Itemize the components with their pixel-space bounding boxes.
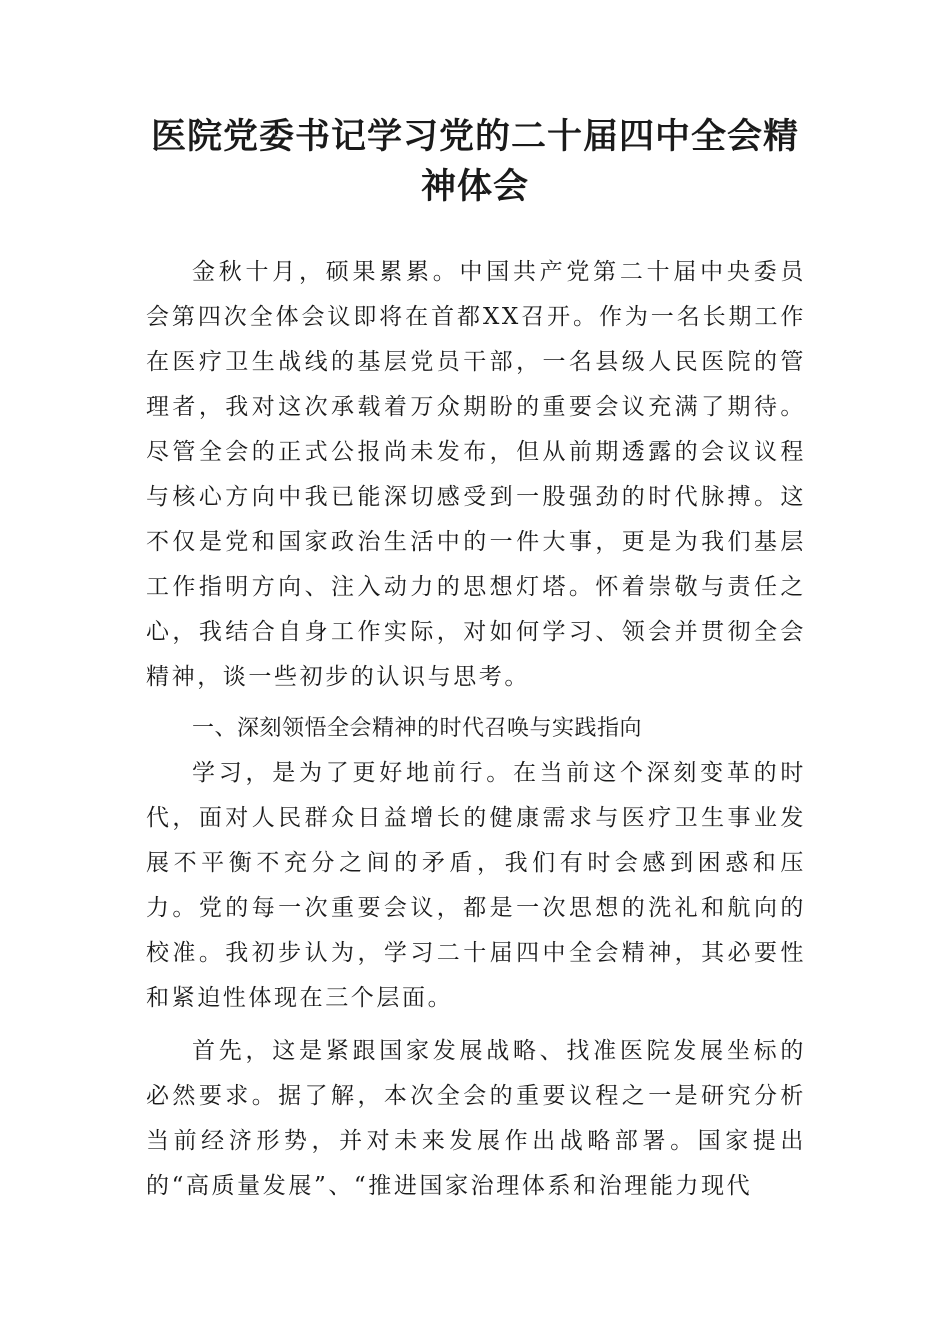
section-paragraph-2: 首先，这是紧跟国家发展战略、找准医院发展坐标的必然要求。据了解，本次全会的重要议程之一是研究分析当前经济形势，并对未来发展作出战略部署。国家提出的“高质量发展”、“推进国家治理体系和治理能力现代 — [146, 1038, 806, 1199]
intro-paragraph: 金秋十月，硕果累累。中国共产党第二十届中央委员会第四次全体会议即将在首都XX召开。作为一名长期工作在医疗卫生战线的基层党员干部，一名县级人民医院的管理者，我对这次承载着万众期盼的重要会议充满了期待。尽管全会的正式公报尚未发布，但从前期透露的会议议程与核心方向中我已能深切感受到一股强劲的时代脉搏。这不仅是党和国家政治生活中的一件大事，更是为我们基层工作指明方向、注入动力的思想灯塔。怀着崇敬与责任之心，我结合自身工作实际，对如何学习、领会并贯彻全会精神，谈一些初步的认识与思考。 — [146, 259, 806, 690]
section-paragraph-1: 学习，是为了更好地前行。在当前这个深刻变革的时代，面对人民群众日益增长的健康需求与医疗卫生事业发展不平衡不充分之间的矛盾，我们有时会感到困惑和压力。党的每一次重要会议，都是一次思想的洗礼和航向的校准。我初步认为，学习二十届四中全会精神，其必要性和紧迫性体现在三个层面。 — [146, 760, 806, 1011]
document-title: 医院党委书记学习党的二十届四中全会精神体会 — [150, 116, 799, 207]
document-body — [146, 250, 806, 1209]
section-heading: 一、深刻领悟全会精神的时代召唤与实践指向 — [192, 716, 643, 741]
